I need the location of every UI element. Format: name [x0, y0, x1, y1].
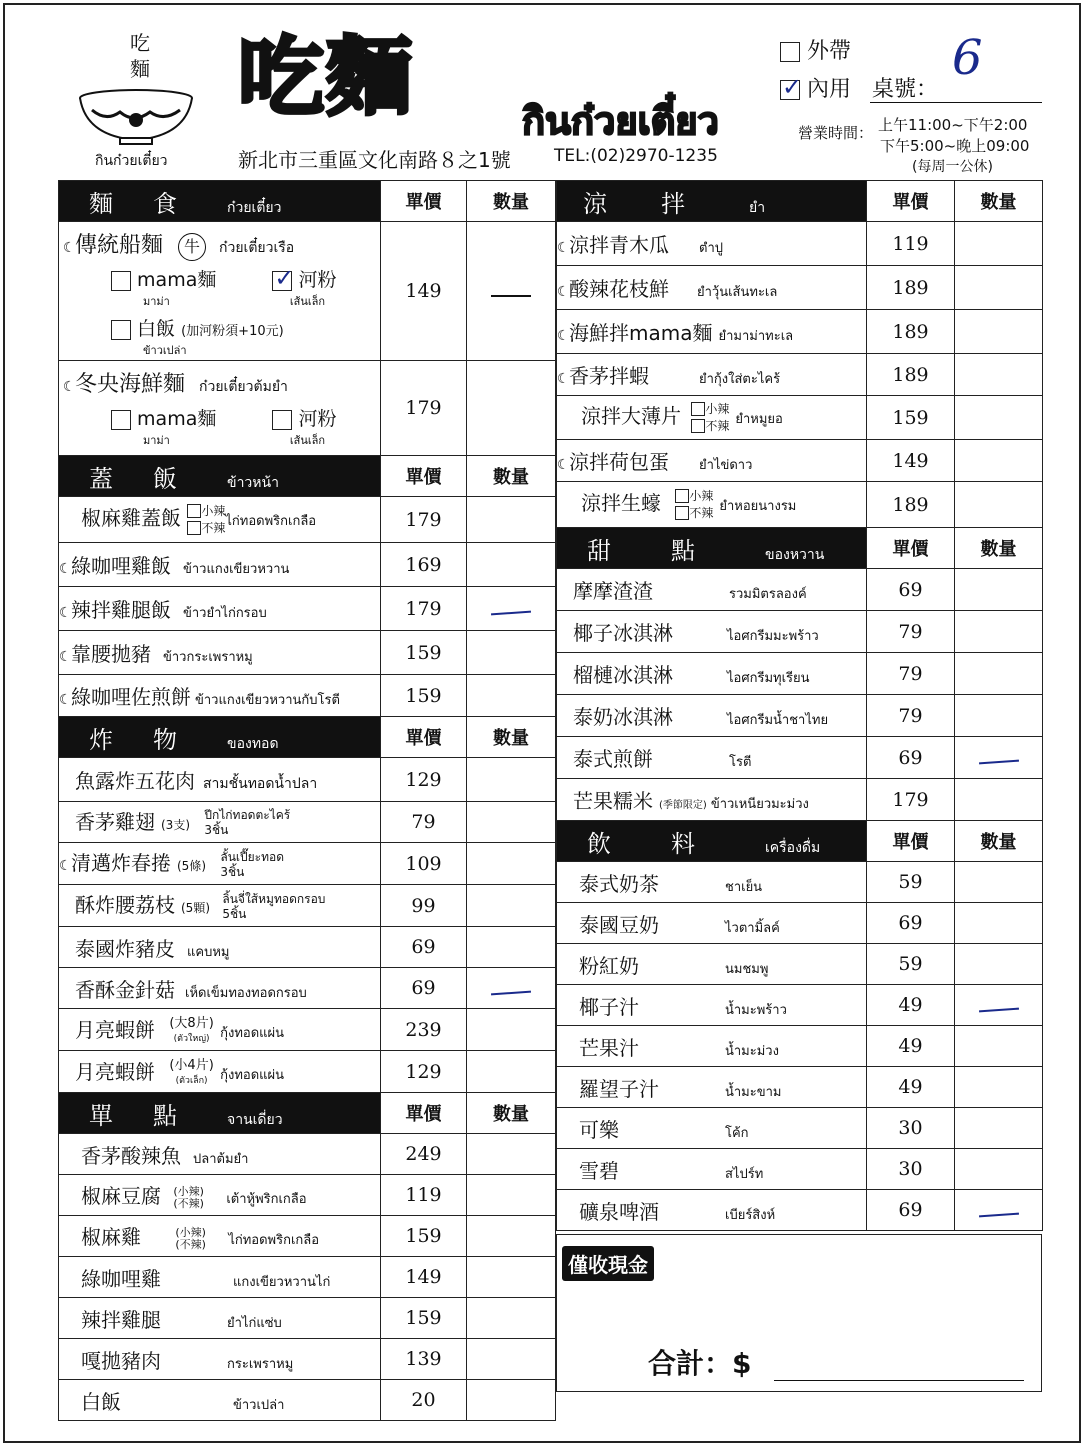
qty-header: 數量 — [467, 181, 556, 222]
hours-label: 營業時間： — [798, 124, 874, 142]
menu-item: 嘎拋豬肉 กระเพราหมู 139 — [59, 1339, 556, 1380]
menu-item: ☾香茅拌蝦 ยำกุ้งใส่ตะไคร้ 189 — [557, 354, 1043, 396]
menu-item: 泰奶冰淇淋 ไอศกรีมน้ำชาไทย 79 — [557, 695, 1043, 737]
menu-item: ☾綠咖哩佐煎餅 ข้าวแกงเขียวหวานกับโรตี 159 — [59, 675, 556, 717]
menu-item: ☾綠咖哩雞飯 ข้าวแกงเขียวหวาน 169 — [59, 543, 556, 587]
single-header: 單點 จานเดี่ยว 單價 數量 — [59, 1093, 556, 1134]
price-header: 單價 — [381, 181, 467, 222]
address: 新北市三重區文化南路８之1號 — [238, 148, 511, 172]
dinein-checkbox[interactable] — [780, 80, 800, 100]
menu-item: 粉紅奶 นมชมพู 59 — [557, 944, 1043, 985]
takeout-option[interactable] — [780, 34, 851, 65]
menu-item: 香茅酸辣魚 ปลาต้มยำ 249 — [59, 1134, 556, 1175]
menu-item: 摩摩渣渣 รวมมิตรลองค์ 69 — [557, 569, 1043, 611]
takeout-label: 外帶 — [807, 39, 852, 64]
drinks-header: 飲料 เครื่องดื่ม 單價 數量 — [557, 821, 1043, 862]
mama-checkbox[interactable] — [111, 271, 131, 291]
rice-checkbox[interactable] — [111, 320, 131, 340]
cash-only-label: 僅收現金 — [562, 1246, 654, 1281]
dinein-option[interactable] — [780, 72, 938, 103]
menu-item: 椰子冰淇淋 ไอศกรีมมะพร้าว 79 — [557, 611, 1043, 653]
logo-thai-small: กินก๋วยเตี๋ยว — [95, 153, 168, 169]
table-number: 6 — [952, 30, 983, 86]
dessert-header: 甜點 ของหวาน 單價 數量 — [557, 528, 1043, 569]
tomyum-cell: ☾冬央海鮮麵 ก๋วยเตี๋ยวต้มยำ mama麵 河粉 มาม่า เส้นเล็ก — [59, 361, 381, 456]
menu-item: 泰式奶茶 ชาเย็น 59 — [557, 862, 1043, 903]
menu-item: 魚露炸五花肉 สามชั้นทอดน้ำปลา 129 — [59, 758, 556, 802]
hours-note: (每周一公休) — [912, 159, 993, 175]
dinein-label: 內用 — [807, 77, 852, 102]
menu-item: 酥炸腰荔枝 (5顆) ลิ้นจี่ใส้หมูทอดกรอบ 5ชิ้น 99 — [59, 885, 556, 927]
menu-item: 礦泉啤酒 เบียร์สิงห์ 69 — [557, 1190, 1043, 1231]
price: 149 — [381, 222, 467, 361]
menu-item: 辣拌雞腿 ยำไก่แซ่บ 159 — [59, 1298, 556, 1339]
menu-item: 香酥金針菇 เห็ดเข็มทองทอดกรอบ 69 — [59, 968, 556, 1009]
menu-item: 羅望子汁 น้ำมะขาม 49 — [557, 1067, 1043, 1108]
menu-item: 白飯 ข้าวเปล่า 20 — [59, 1380, 556, 1421]
table-label: 桌號： — [872, 77, 939, 102]
telephone: TEL:(02)2970-1235 — [554, 146, 718, 166]
menu-item: 香茅雞翅 (3支) ปีกไก่ทอดตะไคร้ 3ชิ้น 79 — [59, 802, 556, 843]
menu-item: 涼拌大薄片 小辣 不辣 ยำหมูยอ 159 — [557, 396, 1043, 440]
menu-item: 芒果糯米 (季節限定) ข้าวเหนียวมะม่วง 179 — [557, 779, 1043, 821]
menu-item: 月亮蝦餅 (小4片) (ตัวเล็ก) กุ้งทอดแผ่น 129 — [59, 1051, 556, 1093]
menu-item-boat-noodle — [59, 222, 556, 361]
handwritten-mark[interactable] — [955, 985, 1043, 1026]
rice-noodle-checkbox-2[interactable] — [272, 410, 292, 430]
logo-small-text: 吃 麵 — [130, 31, 150, 81]
restaurant-title: 吃麵 — [238, 27, 414, 128]
total-label: 合計：$ — [648, 1347, 752, 1380]
menu-item: 榴槤冰淇淋 ไอศกรีมทุเรียน 79 — [557, 653, 1043, 695]
left-menu-table — [58, 180, 556, 1421]
menu-item: ☾靠腰拋豬 ข้าวกระเพราหมู 159 — [59, 631, 556, 675]
bowl-icon — [76, 88, 196, 148]
menu-item: 椒麻豆腐 (小辣) (不辣) เต้าหู้พริกเกลือ 119 — [59, 1175, 556, 1216]
menu-item: 月亮蝦餅 (大8片) (ตัวใหญ่) กุ้งทอดแผ่น 239 — [59, 1009, 556, 1051]
item-name: 椒麻雞蓋飯 小辣 不辣ไก่ทอดพริกเกลือ — [59, 497, 381, 543]
price: 179 — [381, 361, 467, 456]
restaurant-title-thai: กินก๋วยเตี๋ยว — [522, 99, 719, 143]
qty-cell[interactable] — [467, 361, 556, 456]
menu-item: ☾清邁炸春捲 (5條) ลั้นเปี๊ยะทอด 3ชิ้น 109 — [59, 843, 556, 885]
rice-noodle-checkbox[interactable] — [272, 271, 292, 291]
menu-item: ☾酸辣花枝鮮 ยำวุ้นเส้นทะเล 189 — [557, 266, 1043, 310]
menu-item-tomyum-noodle — [59, 361, 556, 456]
menu-item: 泰式煎餅 โรตี 69 — [557, 737, 1043, 779]
menu-item: 椒麻雞蓋飯 小辣 不辣ไก่ทอดพริกเกลือ 179 — [59, 497, 556, 543]
noodles-title: 麵食 ก๋วยเตี๋ยว — [59, 181, 381, 222]
handwritten-mark[interactable] — [955, 1190, 1043, 1231]
menu-item: 涼拌生蠔 小辣 不辣 ยำหอยนางรม 189 — [557, 482, 1043, 528]
menu-item: ☾涼拌青木瓜 ตำปู 119 — [557, 222, 1043, 266]
boat-noodle-cell: ☾傳統船麵 牛 ก๋วยเตี๋ยวเรือ mama麵 ✓ 河粉 มาม่า เส้นเล็ก 白飯 (加河粉須+10元) ข้าวเปล่า — [59, 222, 381, 361]
handwritten-mark[interactable] — [467, 968, 556, 1009]
fried-header: 炸物 ของทอด 單價 數量 — [59, 717, 556, 758]
hours-morning: 上午11:00~下午2:00 — [878, 116, 1028, 134]
table-number-line — [870, 102, 1042, 103]
menu-item: 椒麻雞 (小辣) (不辣) ไก่ทอดพริกเกลือ 159 — [59, 1216, 556, 1257]
noodles-header — [59, 181, 556, 222]
salad-header: 涼拌 ยำ 單價 數量 — [557, 181, 1043, 222]
menu-item: ☾涼拌荷包蛋 ยำไข่ดาว 149 — [557, 440, 1043, 482]
beef-tag: 牛 — [178, 233, 206, 261]
qty-cell[interactable] — [467, 222, 556, 361]
menu-item: 椰子汁 น้ำมะพร้าว 49 — [557, 985, 1043, 1026]
menu-item: ☾辣拌雞腿飯 ข้าวยำไก่กรอบ 179 — [59, 587, 556, 631]
total-input-line[interactable] — [774, 1380, 1024, 1381]
menu-item: 可樂 โค้ก 30 — [557, 1108, 1043, 1149]
menu-item: 泰國炸豬皮 แคบหมู 69 — [59, 927, 556, 968]
menu-item: 綠咖哩雞 แกงเขียวหวานไก่ 149 — [59, 1257, 556, 1298]
menu-item: ☾海鮮拌mama麵 ยำมาม่าทะเล 189 — [557, 310, 1043, 354]
takeout-checkbox[interactable] — [780, 42, 800, 62]
mama-checkbox-2[interactable] — [111, 410, 131, 430]
rice-header: 蓋飯 ข้าวหน้า 單價 數量 — [59, 456, 556, 497]
right-menu-table — [556, 180, 1043, 1231]
menu-item: 泰國豆奶 ไวตามิ้ลค์ 69 — [557, 903, 1043, 944]
handwritten-mark[interactable] — [955, 737, 1043, 779]
handwritten-mark[interactable] — [467, 587, 556, 631]
hours-evening: 下午5:00~晚上09:00 — [880, 137, 1030, 155]
menu-item: 雪碧 สไปร์ท 30 — [557, 1149, 1043, 1190]
menu-item: 芒果汁 น้ำมะม่วง 49 — [557, 1026, 1043, 1067]
